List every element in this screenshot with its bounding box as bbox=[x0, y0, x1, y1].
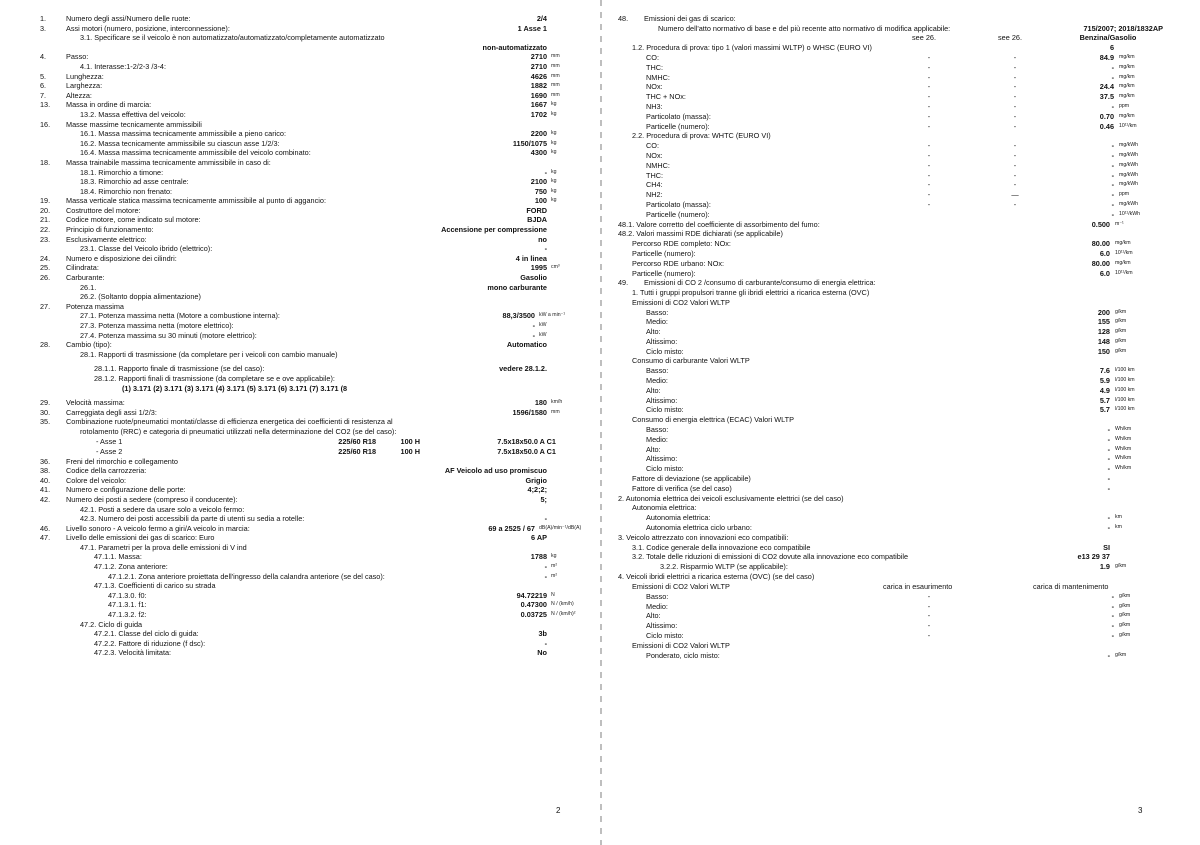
deviation-factor-rows bbox=[618, 474, 1163, 494]
rde-row: Percorso RDE completo: NOx: 80.00 mg/km bbox=[632, 239, 1131, 249]
eco-row: 3.1. Codice generale della innovazione eco compatibile SI bbox=[632, 542, 1110, 552]
emission-row: Particelle (numero): - - 0.46 10¹¹/km bbox=[646, 121, 1137, 131]
test-procedure-2-title: 2.2. Procedura di prova: WHTC (EURO VI) bbox=[632, 131, 771, 141]
spec-row: 35. Combinazione ruote/pneumatici montati/classe di efficienza energetica dei coefficienti di resistenza al bbox=[40, 417, 393, 427]
emissions-heading: 48. Emissioni dei gas di scarico: bbox=[618, 14, 736, 23]
emission-row: Particolato (massa): - - - mg/kWh bbox=[646, 199, 1139, 209]
spec-row: 23.1. Classe del Veicolo ibrido (elettrico): - bbox=[80, 244, 547, 254]
eco-innovation-rows bbox=[618, 543, 1163, 572]
co2-wltp-title: Emissioni di CO2 Valori WLTP bbox=[632, 297, 730, 307]
left-page-content bbox=[40, 14, 585, 658]
spec-row: 47.2.2. Fattore di riduzione (f dsc): - bbox=[94, 638, 547, 648]
co2-row: Medio: 155 g/km bbox=[646, 317, 1127, 327]
co2-wltp-rows bbox=[618, 308, 1163, 357]
spec-row: 47.1.3. Coefficienti di carico su strada bbox=[94, 581, 216, 591]
ovc-row: Altissimo: - - g/km bbox=[646, 621, 1131, 631]
fuel-row: Medio: 5.9 l/100 km bbox=[646, 376, 1135, 386]
range-row: Autonomia elettrica: - km bbox=[646, 513, 1122, 523]
emission-row: THC: - - - mg/kWh bbox=[646, 170, 1139, 180]
ovc-table-header: Emissioni di CO2 Valori WLTP carica in esaurimento carica di mantenimento bbox=[632, 581, 1109, 591]
electric-range-title: 2. Autonomia elettrica dei veicoli esclusivamente elettrici (se del caso) bbox=[618, 493, 844, 503]
ovc-weighted-row: Ponderato, ciclo misto: - g/km bbox=[646, 650, 1127, 660]
tyre-row: - Asse 1 225/60 R18 100 H 7.5x18x50.0 A C1 bbox=[96, 436, 556, 446]
emission-row: Particolato (massa): - - 0.70 mg/km bbox=[646, 111, 1135, 121]
ovc-row: Alto: - - g/km bbox=[646, 611, 1131, 621]
emission-row: THC + NOx: - - 37.5 mg/km bbox=[646, 92, 1135, 102]
spec-row: 47.1.3.2. f2: 0.03725 N / (km/h)² bbox=[108, 610, 576, 620]
electric-consumption-rows bbox=[618, 425, 1163, 474]
emission-row: NMHC: - - - mg/km bbox=[646, 72, 1135, 82]
deviation-row: Fattore di deviazione (se applicabile) - bbox=[632, 474, 1110, 484]
fuel-row: Altissimo: 5.7 l/100 km bbox=[646, 395, 1135, 405]
spec-row: 47.2.1. Classe del ciclo di guida: 3b bbox=[94, 629, 547, 639]
spec-row: 18.3. Rimorchio ad asse centrale: 2100 kg bbox=[80, 177, 557, 187]
ovc-row: Basso: - - g/km bbox=[646, 591, 1131, 601]
co2-row: Ciclo misto: 150 g/km bbox=[646, 346, 1127, 356]
regulation-row: Numero dell'atto normativo di base e del più recente atto normativo di modifica applicabile: 715/2007; 2018/1832AP bbox=[658, 23, 1163, 33]
spec-row: 47.2. Ciclo di guida bbox=[80, 619, 143, 629]
ecac-row: Ciclo misto: - Wh/km bbox=[646, 464, 1132, 474]
spec-row: 27.3. Potenza massima netta (motore elettrico): - kW bbox=[80, 321, 547, 330]
ovc-row: Ciclo misto: - - g/km bbox=[646, 631, 1131, 640]
ecac-row: Alto: - Wh/km bbox=[646, 444, 1132, 454]
electric-consumption-title: Consumo di energia elettrica (ECAC) Valori WLTP bbox=[632, 415, 794, 425]
test-procedure-1-title: 1.2. Procedura di prova: tipo 1 (valori massimi WLTP) o WHSC (EURO VI) 6 bbox=[632, 43, 1114, 53]
fuel-row: Ciclo misto: 5.7 l/100 km bbox=[646, 405, 1135, 415]
spec-row: 16.4. Massa massima tecnicamente ammissibile del veicolo combinato: 4300 kg bbox=[80, 148, 557, 158]
spec-row: 23. Esclusivamente elettrico: no bbox=[40, 234, 547, 244]
spec-row: 47. Livello delle emissioni dei gas di scarico: Euro 6 AP bbox=[40, 533, 547, 543]
range-row: Autonomia elettrica: bbox=[632, 503, 697, 513]
spec-row: 16. Masse massime tecnicamente ammissibili bbox=[40, 119, 202, 129]
spec-row: 47.1.2.1. Zona anteriore proiettata dell'ingresso della calandra anteriore (se del caso): - m² bbox=[108, 571, 558, 581]
spec-row: 47.1.2. Zona anteriore: - m² bbox=[94, 562, 558, 572]
ecac-row: Basso: - Wh/km bbox=[646, 425, 1132, 435]
spec-row: 47.1.3.0. f0: 94.72219 N bbox=[108, 590, 555, 600]
spec-row: 36. Freni del rimorchio e collegamento bbox=[40, 456, 178, 466]
tyre-row: - Asse 2 225/60 R18 100 H 7.5x18x50.0 A C1 bbox=[96, 446, 556, 456]
ovc-section-title: 4. Veicoli ibridi elettrici a ricarica esterna (OVC) (se del caso) bbox=[618, 572, 815, 582]
emission-row: CH4: - - - mg/kWh bbox=[646, 180, 1139, 190]
emission-row: CO: - - 84.9 mg/km bbox=[646, 52, 1135, 62]
spec-row: 47.1. Parametri per la prova delle emissioni di V ind bbox=[80, 542, 247, 552]
spec-row: 41. Numero e configurazione delle porte: 4;2;2; bbox=[40, 485, 547, 495]
automation-level-value: non-automatizzato bbox=[482, 42, 547, 52]
spec-row: 19. Massa verticale statica massima tecnicamente ammissibile al punto di aggancio: 100 kg bbox=[40, 196, 557, 206]
spec-row: 20. Costruttore del motore: FORD bbox=[40, 205, 547, 215]
eco-innovation-title: 3. Veicolo attrezzato con innovazioni eco compatibili: bbox=[618, 532, 789, 542]
spec-row: 18. Massa trainabile massima tecnicamente ammissibile in caso di: bbox=[40, 157, 271, 167]
page-number-left: 2 bbox=[556, 806, 561, 815]
emission-row: NH3: - - - ppm bbox=[646, 101, 1130, 111]
spec-row: 27. Potenza massima bbox=[40, 301, 124, 311]
spec-row: 5. Lunghezza: 4626 mm bbox=[40, 71, 560, 81]
page-fold-line bbox=[600, 0, 602, 845]
verification-row: Fattore di verifica (se del caso) - bbox=[632, 483, 1110, 493]
co2-row: Basso: 200 g/km bbox=[646, 307, 1127, 317]
spec-row: 18.1. Rimorchio a timone: - kg bbox=[80, 167, 557, 177]
spec-row: 40. Colore del veicolo: Grigio bbox=[40, 475, 547, 485]
page-number-right: 3 bbox=[1138, 806, 1143, 815]
rde-rows bbox=[618, 239, 1163, 278]
spec-row: 42. Numero dei posti a sedere (compreso il conducente): 5; bbox=[40, 494, 547, 504]
ecac-row: Altissimo: - Wh/km bbox=[646, 454, 1132, 464]
rde-row: Percorso RDE urbano: NOx: 80.00 mg/km bbox=[632, 258, 1131, 268]
gear-row: 28.1.1. Rapporto finale di trasmissione (se del caso): vedere 28.1.2. bbox=[94, 364, 547, 374]
spec-row: 13. Massa in ordine di marcia: 1667 kg bbox=[40, 100, 557, 110]
rde-row: Particelle (numero): 6.0 10¹¹/km bbox=[632, 248, 1133, 258]
gear-row: 28.1.2. Rapporti finali di trasmissione (da completare se e ove applicabile): bbox=[94, 373, 335, 383]
spec-row: 21. Codice motore, come indicato sul motore: BJDA bbox=[40, 215, 547, 225]
co2-row: Altissimo: 148 g/km bbox=[646, 336, 1127, 346]
spec-row: 18.4. Rimorchio non frenato: 750 kg bbox=[80, 186, 557, 196]
spec-row: 28.1. Rapporti di trasmissione (da completare per i veicoli con cambio manuale) bbox=[80, 349, 338, 359]
rde-row: Particelle (numero): 6.0 10¹¹/km bbox=[632, 268, 1133, 278]
ovc-row: Medio: - - g/km bbox=[646, 601, 1131, 611]
spec-row: 1. Numero degli assi/Numero delle ruote: 2/4 bbox=[40, 14, 547, 23]
spec-row: 29. Velocità massima: 180 km/h bbox=[40, 398, 563, 408]
spec-row: 7. Altezza: 1690 mm bbox=[40, 90, 560, 100]
right-page-content bbox=[618, 14, 1163, 660]
electric-range-rows bbox=[618, 503, 1163, 532]
spec-row: 42.3. Numero dei posti accessibili da parte di utenti su sedia a rotelle: - bbox=[80, 514, 547, 524]
left-rows-block-1 bbox=[40, 14, 585, 359]
spec-row: 16.2. Massa tecnicamente ammissibile su ciascun asse 1/2/3: 1150/1075 kg bbox=[80, 138, 557, 148]
spec-row: 47.1.3.1. f1: 0.47300 N / (km/h) bbox=[108, 600, 574, 610]
fuel-row: Basso: 7.6 l/100 km bbox=[646, 366, 1135, 376]
spec-row: 13.2. Massa effettiva del veicolo: 1702 kg bbox=[80, 109, 557, 119]
spec-row: 26. Carburante: Gasolio bbox=[40, 273, 547, 283]
spec-row: 26.2. (Soltanto doppia alimentazione) bbox=[80, 292, 201, 302]
spec-row: 24. Numero e disposizione dei cilindri: 4 in linea bbox=[40, 253, 547, 263]
test-procedure-1-rows bbox=[618, 53, 1163, 131]
smoke-coefficient-row: 48.1. Valore corretto del coefficiente di assorbimento del fumo: 0.500 m⁻¹ bbox=[618, 219, 1124, 229]
co2-subsection-title: 1. Tutti i gruppi propulsori tranne gli ibridi elettrici a ricarica esterna (OVC) bbox=[632, 287, 870, 297]
emission-row: NMHC: - - - mg/kWh bbox=[646, 160, 1139, 170]
spec-row: 47.2.3. Velocità limitata: No bbox=[94, 648, 547, 658]
spec-row: 27.1. Potenza massima netta (Motore a combustione interna): 88,3/3500 kW a min⁻¹ bbox=[80, 311, 566, 321]
gear-ratios-block bbox=[40, 364, 585, 393]
spec-row: 26.1. mono carburante bbox=[80, 282, 547, 292]
spec-row: 4.1. Interasse:1-2/2-3 /3-4: 2710 mm bbox=[80, 61, 560, 71]
ovc-weighted-title: Emissioni di CO2 Valori WLTP bbox=[632, 640, 730, 650]
range-row: Autonomia elettrica ciclo urbano: - km bbox=[646, 523, 1122, 533]
co2-row: Alto: 128 g/km bbox=[646, 327, 1127, 337]
emissions-table-header: see 26. see 26. Benzina/Gasolio bbox=[912, 33, 1137, 43]
left-rows-block-2 bbox=[40, 398, 585, 436]
spec-row: 4. Passo: 2710 mm bbox=[40, 52, 560, 62]
eco-row: 3.2. Totale delle riduzioni di emissioni di CO2 dovute alla innovazione eco compatibile e13 29 37 bbox=[632, 552, 1110, 562]
tyre-table bbox=[40, 437, 585, 457]
emission-row: CO: - - - mg/kWh bbox=[646, 141, 1139, 151]
spec-row: 25. Cilindrata: 1995 cm³ bbox=[40, 263, 560, 273]
eco-row: 3.2.2. Risparmio WLTP (se applicabile): 1.9 g/km bbox=[660, 562, 1127, 572]
spec-row: 6. Larghezza: 1882 mm bbox=[40, 81, 560, 91]
emission-row: NOx: - - - mg/kWh bbox=[646, 150, 1139, 160]
ecac-row: Medio: - Wh/km bbox=[646, 434, 1132, 444]
spec-row: 22. Principio di funzionamento: Accensione per compressione bbox=[40, 225, 547, 235]
spec-row: 30. Carreggiata degli assi 1/2/3: 1596/1580 mm bbox=[40, 407, 560, 417]
co2-section-heading: 49. Emissioni di CO 2 /consumo di carburante/consumo di energia elettrica: bbox=[618, 278, 876, 288]
spec-row: 42.1. Posti a sedere da usare solo a veicolo fermo: bbox=[80, 504, 245, 514]
spec-row: 16.1. Massa massima tecnicamente ammissibile a pieno carico: 2200 kg bbox=[80, 129, 557, 139]
spec-row: 3.1. Specificare se il veicolo è non automatizzato/automatizzato/completamente automatizzato bbox=[80, 33, 385, 43]
emission-row: NOx: - - 24.4 mg/km bbox=[646, 82, 1135, 92]
fuel-row: Alto: 4.9 l/100 km bbox=[646, 385, 1135, 395]
spec-row: 38. Codice della carrozzeria: AF Veicolo ad uso promiscuo bbox=[40, 466, 547, 476]
spec-row: rotolamento (RRC) e categoria di pneumatici utilizzati nella determinazione del CO2 (se del caso): bbox=[80, 426, 397, 436]
rde-section-title: 48.2. Valori massimi RDE dichiarati (se applicabile) bbox=[618, 229, 783, 239]
left-rows-block-3 bbox=[40, 457, 585, 658]
spec-row: 28. Cambio (tipo): Automatico bbox=[40, 340, 547, 350]
fuel-consumption-title: Consumo di carburante Valori WLTP bbox=[632, 356, 750, 366]
fuel-consumption-rows bbox=[618, 366, 1163, 415]
gear-ratio-list: (1) 3.171 (2) 3.171 (3) 3.171 (4) 3.171 (5) 3.171 (6) 3.171 (7) 3.171 (8 bbox=[122, 383, 348, 393]
spec-row: 47.1.1. Massa: 1788 kg bbox=[94, 552, 557, 562]
spec-row: 3. Assi motori (numero, posizione, interconnessione): 1 Asse 1 bbox=[40, 23, 547, 33]
emission-row: Particelle (numero): - 10¹¹/kWh bbox=[646, 209, 1141, 219]
spec-row: 46. Livello sonoro - A veicolo fermo a giri/A veicolo in marcia: 69 a 2525 / 67 dB(A)/min⁻¹/dB(A) bbox=[40, 523, 582, 533]
emission-row: THC: - - - mg/km bbox=[646, 62, 1135, 72]
spec-row: 27.4. Potenza massima su 30 minuti (motore elettrico): - kW bbox=[80, 330, 547, 340]
emission-row: NH2: - — - ppm bbox=[646, 190, 1130, 200]
ovc-rows bbox=[618, 592, 1163, 641]
test-procedure-2-rows bbox=[618, 141, 1163, 219]
